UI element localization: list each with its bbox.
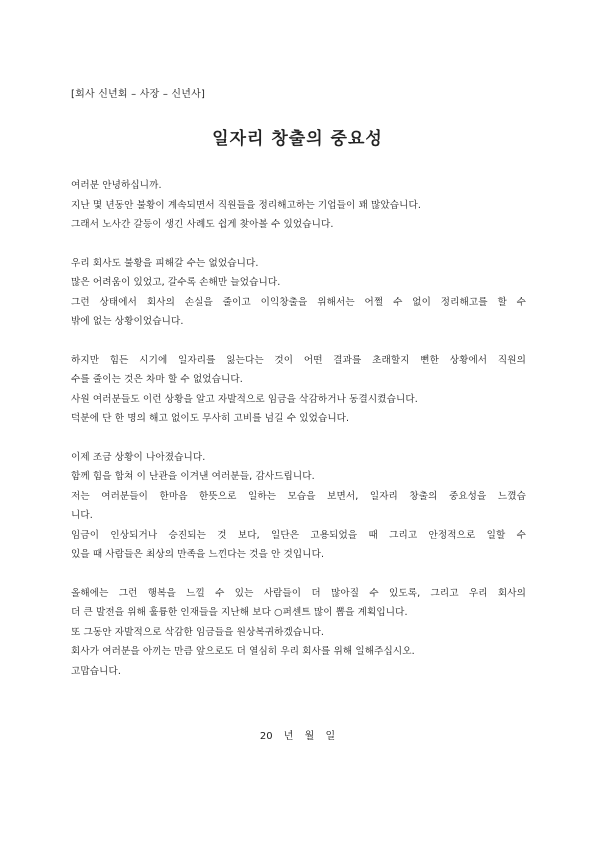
speech-line: 덕분에 단 한 명의 해고 없이도 무사히 고비를 넘길 수 있었습니다.	[71, 413, 350, 424]
speech-line: 있을 때 사람들은 최상의 만족을 느낀다는 것을 안 것입니다.	[71, 549, 325, 560]
speech-line: 함께 힘을 합쳐 이 난관을 이겨낸 여러분들, 감사드립니다.	[71, 471, 315, 482]
speech-line: 임금이 인상되거나 승진되는 것 보다, 일단은 고용되었을 때 그리고 안정적으로 일할 수	[71, 529, 526, 541]
speech-line: 수를 줄이는 것은 차마 할 수 없었습니다.	[71, 374, 243, 385]
speech-line: 더 큰 발전을 위해 훌륭한 인재들을 지난해 보다 ○퍼센트 많이 뽑을 계획입니다.	[71, 607, 408, 618]
speech-line: 그래서 노사간 갈등이 생긴 사례도 쉽게 찾아볼 수 있었습니다.	[71, 219, 334, 230]
speech-line: 저는 여러분들이 한마음 한뜻으로 일하는 모습을 보면서, 일자리 창출의 중요성을 느꼈습	[71, 490, 526, 502]
speech-paragraph	[71, 254, 526, 332]
speech-line: 우리 회사도 불황을 피해갈 수는 없었습니다.	[71, 257, 259, 269]
speech-line: 하지만 힘든 시기에 일자리를 잃는다는 것이 어떤 결과를 초래할지 뻔한 상황에서 직원의	[71, 354, 526, 366]
speech-line: 고맙습니다.	[71, 665, 121, 677]
speech-line: 밖에 없는 상황이었습니다.	[71, 316, 184, 327]
speech-line: 또 그동안 자발적으로 삭감한 임금들을 원상복귀하겠습니다.	[71, 626, 325, 638]
document-header-tag: [회사 신년회 – 사장 – 신년사]	[71, 89, 206, 100]
speech-line: 많은 어려움이 있었고, 갈수록 손해만 늘었습니다.	[71, 277, 281, 288]
speech-body	[71, 176, 526, 700]
speech-paragraph	[71, 584, 526, 682]
speech-paragraph	[71, 448, 526, 565]
speech-line: 그런 상태에서 회사의 손실을 줄이고 이익창출을 위해서는 어쩔 수 없이 정리해고를 할 수	[71, 296, 526, 308]
page-title: 일자리 창출의 중요성	[212, 129, 383, 149]
date-line: 20 년 월 일	[259, 731, 336, 742]
speech-line: 이제 조금 상황이 나아졌습니다.	[71, 451, 206, 463]
speech-line: 사원 여러분들도 이런 상황을 알고 자발적으로 임금을 삭감하거나 동결시켰습니다.	[71, 393, 418, 405]
speech-paragraph	[71, 176, 526, 235]
speech-line: 여러분 안녕하십니까.	[71, 180, 162, 191]
speech-line: 지난 몇 년동안 불황이 계속되면서 직원들을 정리해고하는 기업들이 꽤 많았습니다.	[71, 199, 421, 211]
speech-line: 회사가 여러분을 아끼는 만큼 앞으로도 더 열심히 우리 회사를 위해 일해주십시오.	[71, 646, 415, 657]
speech-line: 니다.	[71, 510, 93, 521]
speech-line: 올해에는 그런 행복을 느낄 수 있는 사람들이 더 많아질 수 있도록, 그리고 우리 회사의	[71, 587, 526, 599]
speech-paragraph	[71, 351, 526, 429]
